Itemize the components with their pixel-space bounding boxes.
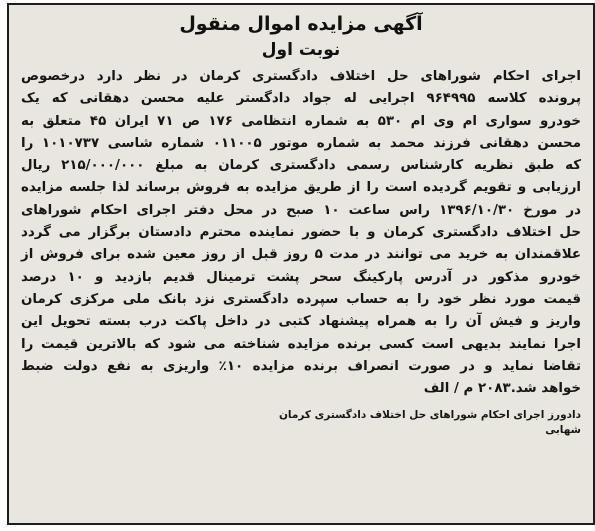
body-line: که طبق نظریه کارشناس رسمی دادگستری کرمان به مبلغ ۲۱۵/۰۰۰/۰۰۰ ریال bbox=[21, 158, 581, 174]
body-line: در مورخ ۱۳۹۶/۱۰/۳۰ راس ساعت ۱۰ صبح در محل دفتر اجرای احکام شوراهای bbox=[21, 202, 581, 218]
signature-name: شهابی bbox=[545, 424, 581, 437]
body-line: حل اختلاف دادگستری کرمان و با حضور نماینده محترم دادستان برگزار می گردد bbox=[21, 225, 581, 241]
body-line: پرونده کلاسه ۹۶۴۹۹۵ اجرایی له جواد دادگستر علیه محسن دهقانی که یک bbox=[21, 91, 581, 107]
signature-title: دادورز اجرای احکام شوراهای حل اختلاف دادگستری کرمان bbox=[278, 409, 581, 422]
body-line: واریز و فیش آن را به همراه پیشنهاد کتبی در داخل پاکت درب بسته تحویل این bbox=[21, 314, 581, 330]
body-line: تقاضا نماید و در صورت انصراف برنده مزایده ۱۰٪ واریزی به نفع دولت ضبط bbox=[21, 358, 581, 374]
body-line: قیمت مورد نظر خود را به حساب سپرده دادگستری نزد بانک ملی مرکزی کرمان bbox=[21, 291, 581, 307]
body-line: اجرای احکام شوراهای حل اختلاف دادگستری کرمان در نظر دارد درخصوص bbox=[21, 69, 581, 84]
body-line: ارزیابی و تقویم گردیده است را از طریق مزایده به فروش برساند لذا جلسه مزایده bbox=[21, 180, 581, 196]
notice-body bbox=[21, 66, 581, 400]
body-line: اجرا نمایند بدیهی است کسی برنده مزایده شناخته می شود که بالاترین قیمت را bbox=[21, 336, 581, 352]
body-line: علاقمندان به خرید می توانند در مدت ۵ روز قبل از روز معین شده برای فروش از bbox=[21, 247, 582, 263]
notice-title: آگهی مزایده اموال منقول bbox=[179, 13, 423, 35]
body-line: محسن دهقانی فرزند محمد به شماره موتور ۰۱۱۰۰۵ شماره شاسی ۱۰۱۰۷۳۷ را bbox=[21, 135, 582, 151]
notice-subtitle: نوبت اول bbox=[261, 40, 341, 60]
body-line: خودرو سواری ام وی ام ۵۳۰ به شماره انتظامی ۱۷۶ ص ۷۱ ایران ۴۵ متعلق به bbox=[21, 113, 581, 129]
body-line: خودرو مذکور در آدرس پارکینگ سحر پشت ترمینال قدیم بازدید و ۱۰ درصد bbox=[21, 269, 581, 285]
signature-block bbox=[21, 408, 581, 438]
body-line: خواهد شد.۲۰۸۳ م / الف bbox=[423, 381, 581, 397]
auction-notice bbox=[7, 3, 595, 525]
